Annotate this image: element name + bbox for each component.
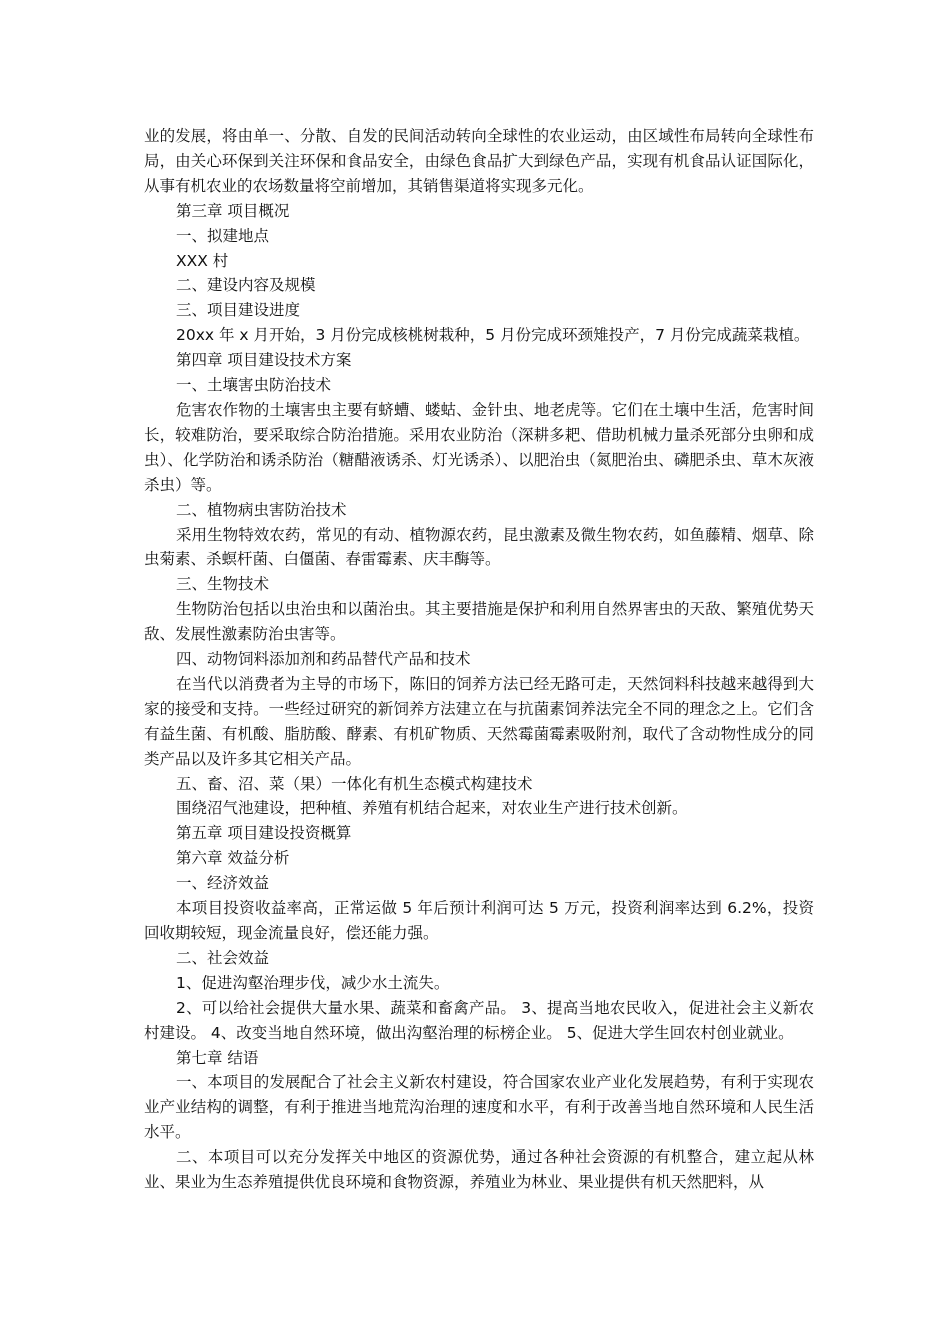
chapter-heading: 第七章 结语 bbox=[176, 1048, 259, 1067]
paragraph: XXX 村 bbox=[176, 251, 229, 270]
section-heading: 三、生物技术 bbox=[176, 575, 270, 594]
section-heading: 五、畜、沼、菜（果）一体化有机生态模式构建技术 bbox=[176, 774, 533, 793]
list-item: 1、促进沟壑治理步伐，减少水土流失。 bbox=[176, 973, 450, 992]
chapter-heading: 第五章 项目建设投资概算 bbox=[176, 824, 352, 843]
section-heading: 一、拟建地点 bbox=[176, 226, 270, 245]
paragraph: 采用生物特效农药，常见的有动、植物源农药，昆虫激素及微生物农药，如鱼藤精、烟草、除虫菊素、杀螟杆菌、白僵菌、春雷霉素、庆丰酶等。 bbox=[144, 525, 814, 569]
chapter-heading: 第六章 效益分析 bbox=[176, 849, 290, 868]
section-heading: 一、土壤害虫防治技术 bbox=[176, 376, 332, 395]
section-heading: 二、社会效益 bbox=[176, 948, 270, 967]
section-heading: 二、植物病虫害防治技术 bbox=[176, 500, 347, 519]
paragraph: 在当代以消费者为主导的市场下，陈旧的饲养方法已经无路可走，天然饲料科技越来越得到大家的接受和支持。一些经过研究的新饲养方法建立在与抗菌素饲养法完全不同的理念之上。它们含有益生菌、有机酸、脂肪酸、酵素、有机矿物质、天然霉菌霉素吸附剂，取代了含动物性成分的同类产品以及许多其它相关产品。 bbox=[144, 674, 814, 768]
paragraph: 业的发展，将由单一、分散、自发的民间活动转向全球性的农业运动，由区域性布局转向全球性布局，由关心环保到关注环保和食品安全，由绿色食品扩大到绿色产品，实现有机食品认证国际化，从事有机农业的农场数量将空前增加，其销售渠道将实现多元化。 bbox=[144, 127, 814, 195]
paragraph: 围绕沼气池建设，把种植、养殖有机结合起来，对农业生产进行技术创新。 bbox=[176, 799, 688, 818]
document-body bbox=[144, 124, 814, 1195]
chapter-heading: 第四章 项目建设技术方案 bbox=[176, 351, 352, 370]
paragraph: 危害农作物的土壤害虫主要有蛴螬、蝼蛄、金针虫、地老虎等。它们在土壤中生活，危害时间长，较难防治，要采取综合防治措施。采用农业防治（深耕多耙、借助机械力量杀死部分虫卵和成虫）、化学防治和诱杀防治（糖醋液诱杀、灯光诱杀）、以肥治虫（氮肥治虫、磷肥杀虫、草木灰液杀虫）等。 bbox=[144, 400, 814, 494]
chapter-heading: 第三章 项目概况 bbox=[176, 201, 290, 220]
paragraph: 生物防治包括以虫治虫和以菌治虫。其主要措施是保护和利用自然界害虫的天敌、繁殖优势天敌、发展性激素防治虫害等。 bbox=[144, 600, 814, 644]
paragraph: 二、本项目可以充分发挥关中地区的资源优势，通过各种社会资源的有机整合，建立起从林业、果业为生态养殖提供优良环境和食物资源，养殖业为林业、果业提供有机天然肥料，从 bbox=[144, 1148, 814, 1192]
paragraph: 20xx 年 x 月开始，3 月份完成核桃树栽种，5 月份完成环颈雉投产，7 月份完成蔬菜栽植。 bbox=[176, 326, 810, 345]
section-heading: 三、项目建设进度 bbox=[176, 301, 301, 320]
paragraph: 一、本项目的发展配合了社会主义新农村建设，符合国家农业产业化发展趋势，有利于实现农业产业结构的调整，有利于推进当地荒沟治理的速度和水平，有利于改善当地自然环境和人民生活水平。 bbox=[144, 1073, 814, 1142]
section-heading: 二、建设内容及规模 bbox=[176, 276, 316, 295]
section-heading: 四、动物饲料添加剂和药品替代产品和技术 bbox=[176, 650, 471, 669]
paragraph: 本项目投资收益率高，正常运做 5 年后预计利润可达 5 万元，投资利润率达到 6.2%，投资回收期较短，现金流量良好，偿还能力强。 bbox=[144, 899, 814, 942]
list-item: 2、可以给社会提供大量水果、蔬菜和畜禽产品。 3、提高当地农民收入，促进社会主义新农村建设。 4、改变当地自然环境，做出沟壑治理的标榜企业。 5、促进大学生回农村创业就业。 bbox=[144, 998, 814, 1042]
section-heading: 一、经济效益 bbox=[176, 874, 270, 893]
